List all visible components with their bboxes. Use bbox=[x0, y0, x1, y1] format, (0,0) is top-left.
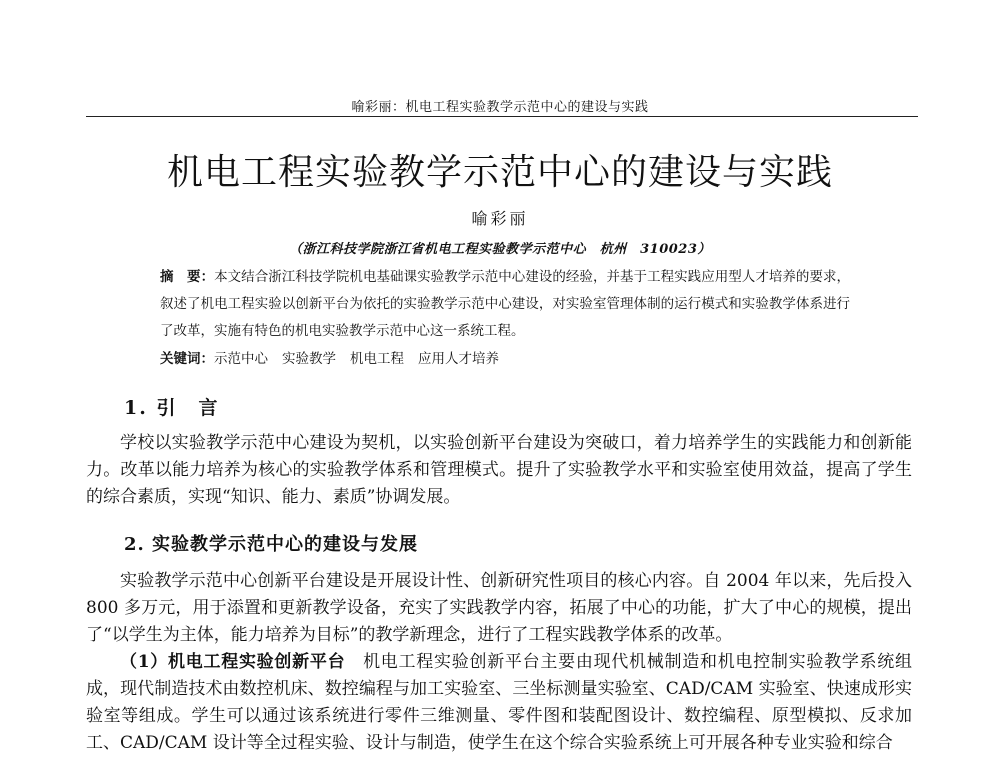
abstract bbox=[160, 264, 850, 345]
body-paragraph: 实验教学示范中心创新平台建设是开展设计性、创新研究性项目的核心内容。自 2004 年以来，先后投入 800 多万元，用于添置和更新教学设备，充实了实践教学内容，拓展了中心的功能，扩大了中心的规模，提出了“以学生为主体，能力培养为目标”的教学新理念，进行了工程实践教学体系的改革。 bbox=[86, 571, 912, 645]
keyword-item: 机电工程 bbox=[350, 351, 404, 367]
body-paragraph: 学校以实验教学示范中心建设为契机，以实验创新平台建设为突破口，着力培养学生的实践能力和创新能力。改革以能力培养为核心的实验教学体系和管理模式。提升了实验教学水平和实验室使用效益，提高了学生的综合素质，实现“知识、能力、素质”协调发展。 bbox=[86, 433, 912, 507]
author-name: 喻彩丽 bbox=[471, 209, 529, 228]
section-heading-center-construction: 2. 实验教学示范中心的建设与发展 bbox=[124, 534, 419, 555]
keywords bbox=[160, 346, 850, 373]
subsection-text: 机电工程实验创新平台主要由现代机械制造和机电控制实验教学系统组成，现代制造技术由数控机床、数控编程与加工实验室、三坐标测量实验室、CAD/CAM 实验室、快速成形实验室等组成。学生可以通过该系统进行零件三维测量、零件图和装配图设计、数控编程、原型模拟、反求加工、CAD/CAM 设计等全过程实验、设计与制造，使学生在这个综合实验系统上可开展各种专业实验和综合 bbox=[86, 652, 913, 753]
author-affiliation: （浙江科技学院浙江省机电工程实验教学示范中心 杭州 310023） bbox=[289, 242, 711, 257]
running-head: 喻彩丽：机电工程实验教学示范中心的建设与实践 bbox=[351, 100, 649, 115]
abstract-text: 本文结合浙江科技学院机电基础课实验教学示范中心建设的经验，并基于工程实践应用型人才培养的要求，叙述了机电工程实验以创新平台为依托的实验教学示范中心建设，对实验室管理体制的运行模式和实验教学体系进行了改革，实施有特色的机电实验教学示范中心这一系统工程。 bbox=[160, 269, 851, 339]
abstract-label: 摘 要： bbox=[160, 269, 215, 285]
subsection-paragraph bbox=[86, 649, 912, 757]
subsection-label: （1）机电工程实验创新平台 bbox=[120, 652, 346, 672]
keyword-item: 示范中心 bbox=[214, 351, 268, 367]
keyword-item: 实验教学 bbox=[282, 351, 336, 367]
keyword-item: 应用人才培养 bbox=[418, 351, 499, 367]
header-rule bbox=[86, 116, 918, 117]
paper-title: 机电工程实验教学示范中心的建设与实践 bbox=[166, 152, 833, 193]
keywords-label: 关键词： bbox=[160, 351, 214, 367]
section-heading-introduction: 1. 引 言 bbox=[124, 397, 220, 419]
